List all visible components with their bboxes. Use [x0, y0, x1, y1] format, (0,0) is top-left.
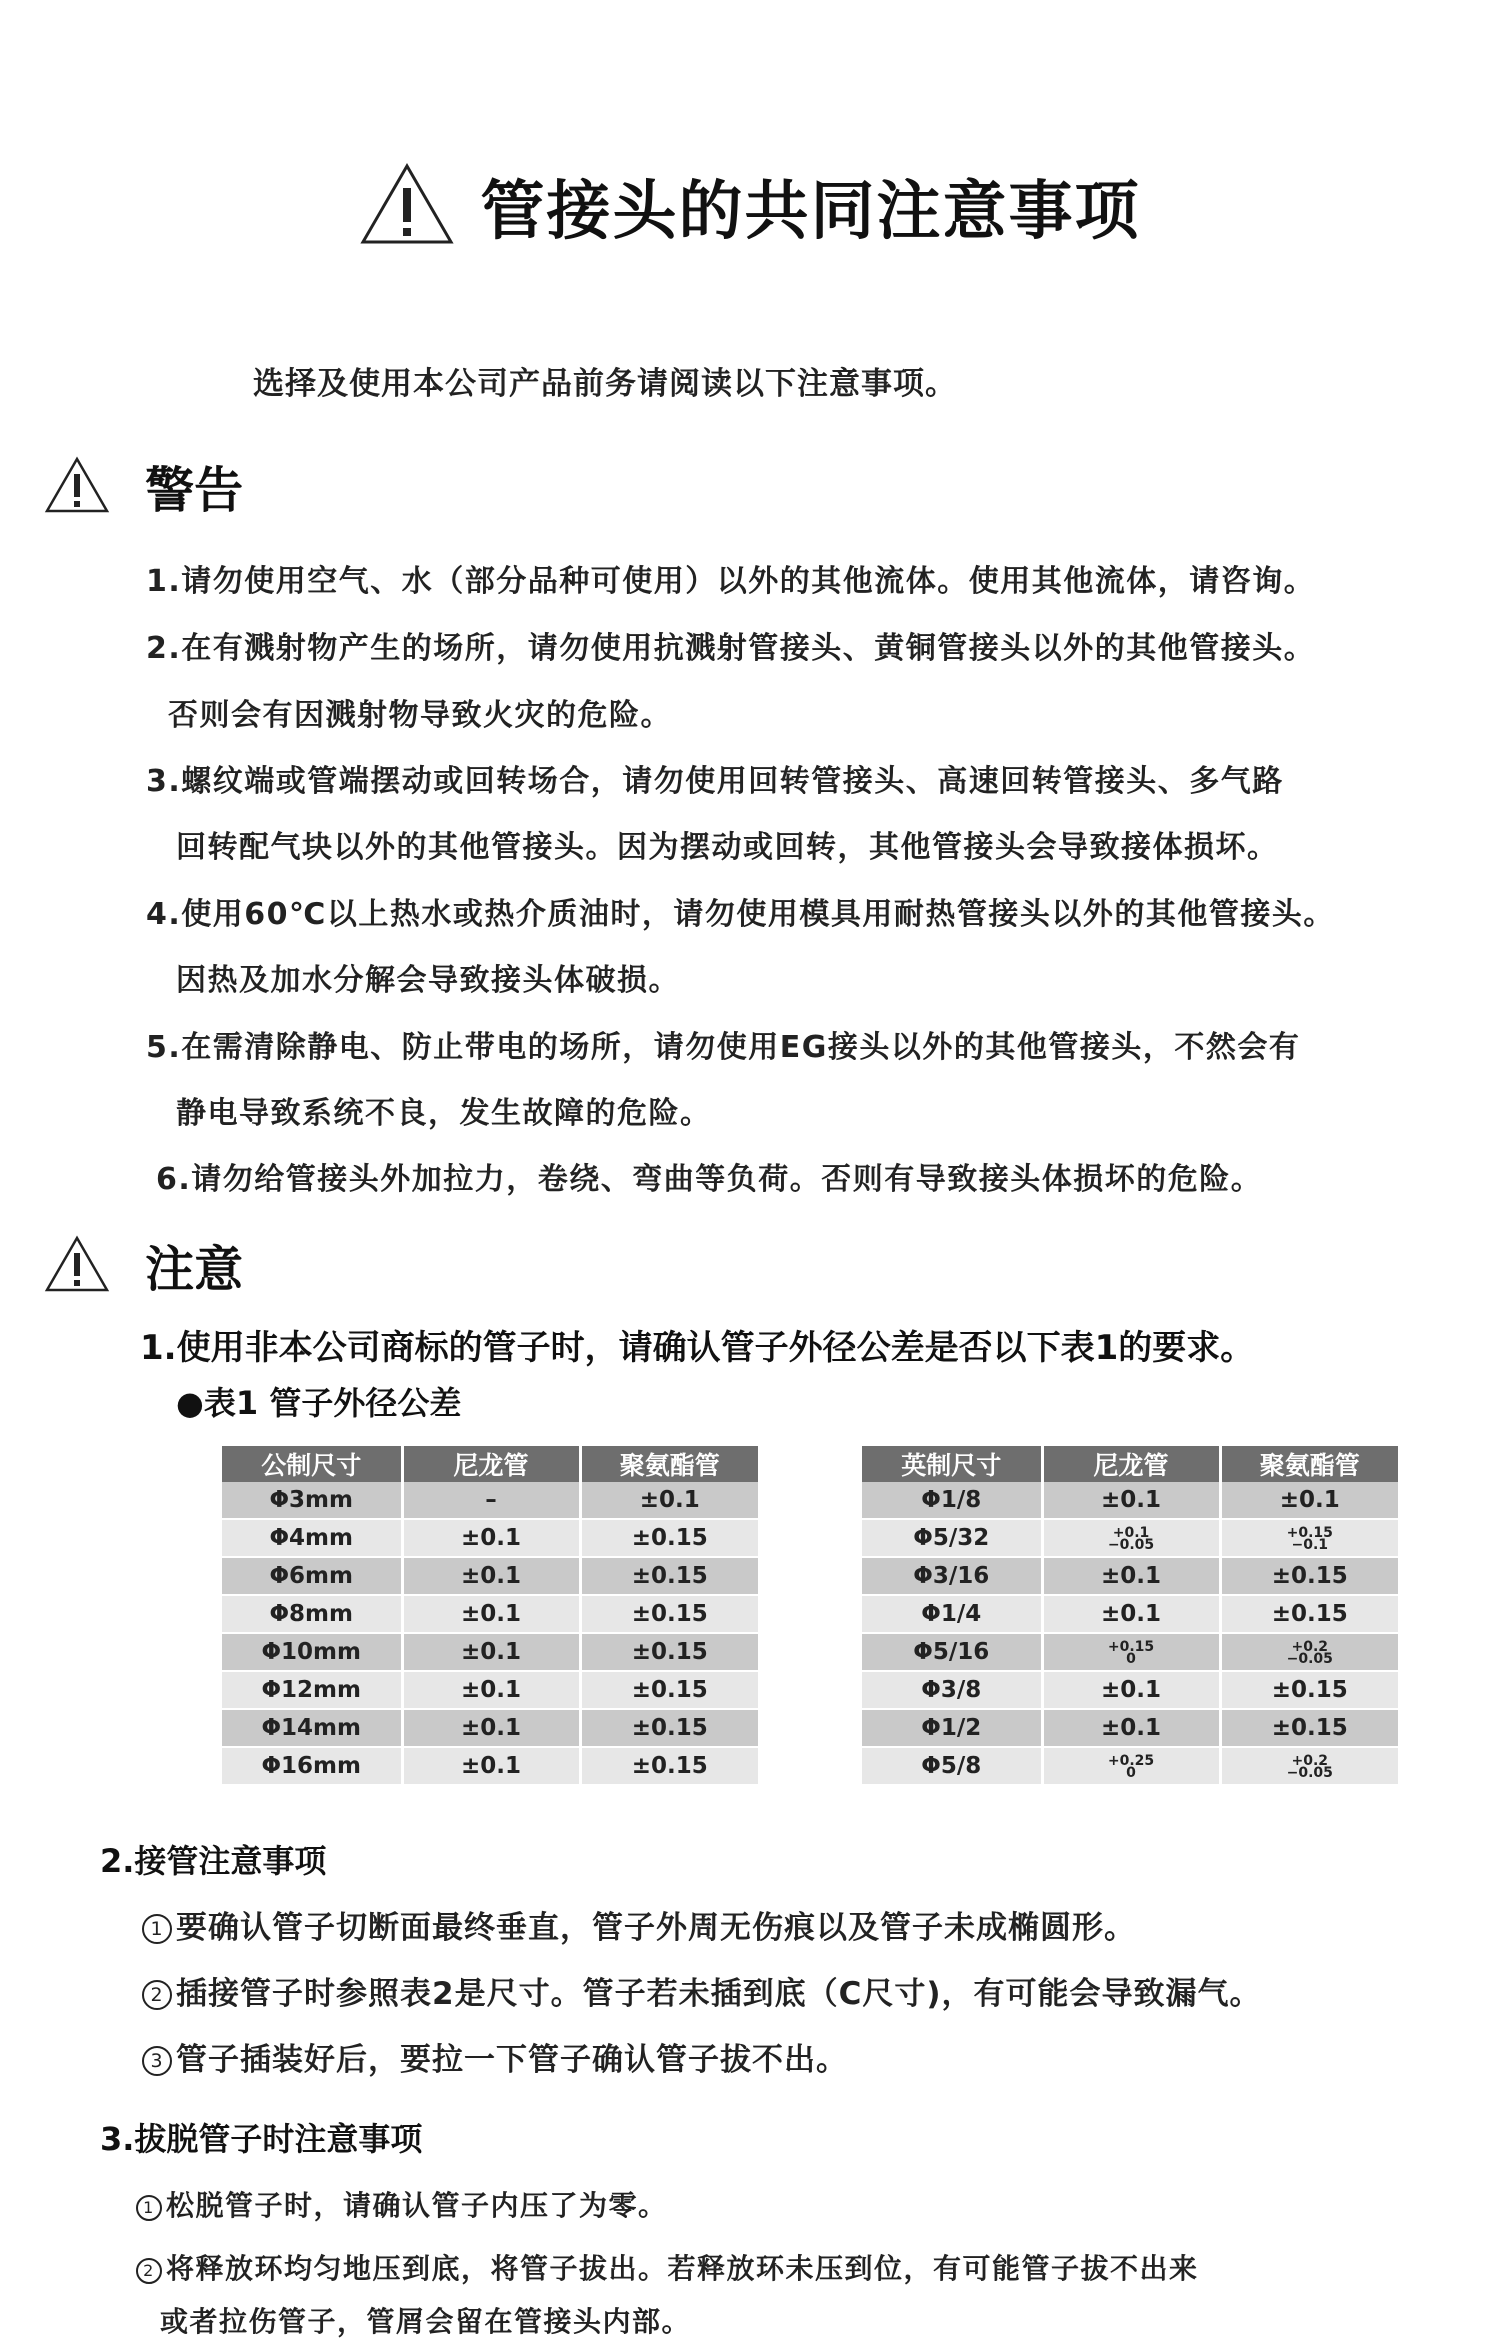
table-cell: Φ12mm	[222, 1671, 402, 1709]
table-cell: Φ1/2	[862, 1709, 1042, 1747]
section3-heading: 3.拔脱管子时注意事项	[100, 2120, 423, 2158]
table-cell: ±0.1	[1042, 1709, 1220, 1747]
table-row	[862, 1482, 1398, 1519]
table-row	[222, 1557, 758, 1595]
table-cell: ±0.1	[1220, 1482, 1398, 1519]
table-cell: Φ5/8	[862, 1747, 1042, 1785]
warning-triangle-icon	[44, 456, 110, 518]
page-title: 管接头的共同注意事项	[480, 175, 1141, 249]
table-row	[222, 1519, 758, 1557]
imperial-table-wrap	[862, 1446, 1398, 1786]
tolerance-stack	[1286, 1638, 1333, 1667]
table-header-cell: 聚氨酯管	[1220, 1446, 1398, 1482]
table-cell: Φ4mm	[222, 1519, 402, 1557]
table-header-cell: 聚氨酯管	[580, 1446, 758, 1482]
section2-item-1	[142, 1902, 1136, 1947]
warning-line-3: 3.螺纹端或管端摆动或回转场合，请勿使用回转管接头、高速回转管接头、多气路	[146, 764, 1284, 799]
table-cell: ±0.15	[1220, 1709, 1398, 1747]
page-header	[0, 160, 1500, 252]
table-cell: ±0.1	[402, 1709, 580, 1747]
table-cell: ±0.1	[1042, 1482, 1220, 1519]
section2-item-3-text: 管子插装好后，要拉一下管子确认管子拔不出。	[176, 2042, 848, 2078]
warning-line-3b: 回转配气块以外的其他管接头。因为摆动或回转，其他管接头会导致接体损坏。	[176, 830, 1279, 865]
table-cell	[1042, 1747, 1220, 1785]
table-row	[222, 1747, 758, 1785]
table-cell: ±0.15	[580, 1633, 758, 1671]
warning-heading-label: 警告	[145, 462, 244, 519]
table-row	[862, 1633, 1398, 1671]
table-row	[862, 1557, 1398, 1595]
section3-item-2	[136, 2247, 1286, 2287]
table-cell: ±0.15	[580, 1747, 758, 1785]
table-cell: Φ14mm	[222, 1709, 402, 1747]
warning-line-2b: 否则会有因溅射物导致火灾的危险。	[168, 698, 672, 733]
table-cell: ±0.1	[402, 1633, 580, 1671]
tolerance-stack	[1286, 1524, 1333, 1553]
table-cell: ±0.1	[580, 1482, 758, 1519]
imperial-table	[862, 1446, 1398, 1786]
tolerance-upper: +0.2	[1291, 1752, 1329, 1769]
section3-item-1	[136, 2184, 668, 2224]
warning-triangle-icon	[44, 1235, 110, 1297]
section2-item-2-text: 插接管子时参照表2是尺寸。管子若未插到底（C尺寸)，有可能会导致漏气。	[176, 1976, 1262, 2012]
section3-item-2-continued: 或者拉伤管子，管屑会留在管接头内部。	[160, 2305, 692, 2338]
warning-heading	[44, 452, 243, 522]
caution-item-1: 1.使用非本公司商标的管子时，请确认管子外径公差是否以下表1的要求。	[140, 1328, 1255, 1368]
warning-triangle-icon	[359, 162, 455, 250]
tolerance-upper: +0.2	[1291, 1638, 1329, 1655]
table-cell: ±0.1	[402, 1671, 580, 1709]
table-header-cell: 公制尺寸	[222, 1446, 402, 1482]
table-row	[222, 1482, 758, 1519]
table-cell: ±0.15	[580, 1709, 758, 1747]
table-cell	[1220, 1633, 1398, 1671]
table-cell: ±0.15	[580, 1519, 758, 1557]
warning-line-4b: 因热及加水分解会导致接头体破损。	[176, 963, 680, 998]
tolerance-lower: −0.05	[1286, 1764, 1333, 1781]
table-cell: Φ3/16	[862, 1557, 1042, 1595]
caution-heading-label: 注意	[145, 1241, 244, 1298]
table-cell: Φ3mm	[222, 1482, 402, 1519]
warning-line-2: 2.在有溅射物产生的场所，请勿使用抗溅射管接头、黄铜管接头以外的其他管接头。	[146, 631, 1316, 666]
warning-line-6: 6.请勿给管接头外加拉力，卷绕、弯曲等负荷。否则有导致接头体损坏的危险。	[156, 1162, 1263, 1197]
circled-number-1: 1	[136, 2195, 162, 2221]
table-cell: Φ16mm	[222, 1747, 402, 1785]
table-cell: ±0.15	[580, 1671, 758, 1709]
table-cell: Φ10mm	[222, 1633, 402, 1671]
table-cell: ±0.1	[402, 1595, 580, 1633]
table-header-cell: 尼龙管	[1042, 1446, 1220, 1482]
tolerance-lower: −0.1	[1291, 1536, 1329, 1553]
tolerance-upper: +0.15	[1107, 1638, 1155, 1655]
circled-number-1: 1	[142, 1914, 172, 1944]
section3-item-2-text: 将释放环均匀地压到底，将管子拔出。若释放环未压到位，有可能管子拔不出来	[166, 2252, 1199, 2285]
table-cell: Φ5/32	[862, 1519, 1042, 1557]
table-cell	[1220, 1747, 1398, 1785]
section3-item-1-text: 松脱管子时，请确认管子内压了为零。	[166, 2189, 668, 2222]
table-row	[862, 1671, 1398, 1709]
table-cell	[1220, 1519, 1398, 1557]
warning-line-4: 4.使用60℃以上热水或热介质油时，请勿使用模具用耐热管接头以外的其他管接头。	[146, 897, 1335, 932]
table-cell: –	[402, 1482, 580, 1519]
table-cell: ±0.15	[580, 1557, 758, 1595]
table-cell: ±0.1	[402, 1519, 580, 1557]
tolerance-stack	[1286, 1752, 1333, 1781]
table-cell: ±0.15	[580, 1595, 758, 1633]
warning-line-5b: 静电导致系统不良，发生故障的危险。	[176, 1096, 712, 1131]
table-cell: Φ5/16	[862, 1633, 1042, 1671]
table-row	[862, 1595, 1398, 1633]
table-header-cell: 英制尺寸	[862, 1446, 1042, 1482]
table-label: ●表1 管子外径公差	[176, 1384, 462, 1422]
table-cell: ±0.15	[1220, 1671, 1398, 1709]
tolerance-stack	[1107, 1524, 1155, 1553]
table-cell	[1042, 1633, 1220, 1671]
table-cell: Φ6mm	[222, 1557, 402, 1595]
table-cell: ±0.15	[1220, 1595, 1398, 1633]
tolerance-lower: −0.05	[1107, 1536, 1155, 1553]
intro-text: 选择及使用本公司产品前务请阅读以下注意事项。	[253, 366, 957, 402]
table-cell: ±0.1	[402, 1557, 580, 1595]
tolerance-upper: +0.15	[1286, 1524, 1333, 1541]
caution-heading	[44, 1231, 243, 1301]
table-row	[222, 1595, 758, 1633]
table-row	[862, 1519, 1398, 1557]
tolerance-lower: −0.05	[1286, 1650, 1333, 1667]
circled-number-2: 2	[142, 1980, 172, 2010]
table-row	[222, 1709, 758, 1747]
table-cell: Φ1/8	[862, 1482, 1042, 1519]
section2-item-3	[142, 2034, 848, 2079]
tolerance-upper: +0.25	[1107, 1752, 1155, 1769]
tolerance-stack	[1107, 1752, 1155, 1781]
section2-item-1-text: 要确认管子切断面最终垂直，管子外周无伤痕以及管子未成椭圆形。	[176, 1910, 1136, 1946]
metric-table-wrap	[222, 1446, 758, 1786]
circled-number-3: 3	[142, 2046, 172, 2076]
table-cell: ±0.15	[1220, 1557, 1398, 1595]
table-row	[222, 1633, 758, 1671]
section2-heading: 2.接管注意事项	[100, 1842, 327, 1880]
tolerance-lower: 0	[1126, 1650, 1136, 1667]
table-row	[862, 1709, 1398, 1747]
table-cell: Φ8mm	[222, 1595, 402, 1633]
table-row	[222, 1671, 758, 1709]
tolerance-upper: +0.1	[1112, 1524, 1150, 1541]
section2-item-2	[142, 1968, 1262, 2013]
metric-table	[222, 1446, 758, 1786]
table-cell: Φ3/8	[862, 1671, 1042, 1709]
table-row	[862, 1747, 1398, 1785]
table-cell: ±0.1	[1042, 1671, 1220, 1709]
circled-number-2: 2	[136, 2258, 162, 2284]
tolerance-stack	[1107, 1638, 1155, 1667]
table-cell: Φ1/4	[862, 1595, 1042, 1633]
warning-line-5: 5.在需清除静电、防止带电的场所，请勿使用EG接头以外的其他管接头，不然会有	[146, 1030, 1301, 1065]
table-cell: ±0.1	[1042, 1595, 1220, 1633]
tolerance-lower: 0	[1126, 1764, 1136, 1781]
table-cell: ±0.1	[1042, 1557, 1220, 1595]
table-cell: ±0.1	[402, 1747, 580, 1785]
warning-line-1: 1.请勿使用空气、水（部分品种可使用）以外的其他流体。使用其他流体，请咨询。	[146, 564, 1316, 599]
table-header-cell: 尼龙管	[402, 1446, 580, 1482]
table-cell	[1042, 1519, 1220, 1557]
